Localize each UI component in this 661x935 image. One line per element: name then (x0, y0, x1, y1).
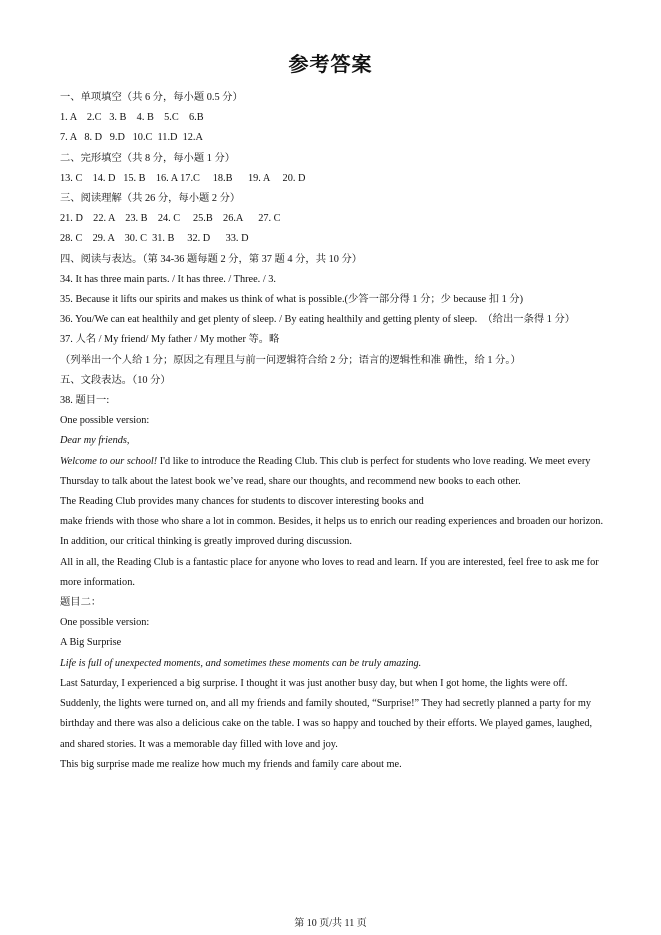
question-38-label: 38. 题目一: (60, 395, 110, 407)
answer-36: 36. You/We can eat healthily and get plenty of sleep. / By eating healthily and getting plenty of sleep. （给出一条得 1 分） (60, 314, 576, 326)
section2-heading: 二、完形填空（共 8 分，每小题 1 分） (60, 152, 236, 164)
topic1-version-label: One possible version: (60, 415, 150, 427)
topic1-paragraph3: All in all, the Reading Club is a fantastic place for anyone who loves to read and learn. If you are interested, feel free to ask me for more information. (60, 556, 602, 588)
topic1-paragraph2-line2: make friends with those who share a lot in common. Besides, it helps us to enrich our reading experiences and broaden our horizon. In addition, our critical thinking is greatly improved during discussion. (60, 516, 606, 548)
topic2-paragraph2: This big surprise made me realize how much my friends and family care about me. (60, 758, 402, 770)
topic2-version-label: One possible version: (60, 617, 150, 629)
section5-heading: 五、文段表达。（10 分） (60, 374, 171, 386)
topic1-paragraph1 (60, 452, 608, 492)
topic2-opening: Life is full of unexpected moments, and sometimes these moments can be truly amazing. (60, 657, 422, 669)
answer-35: 35. Because it lifts our spirits and makes us think of what is possible.(少答一部分得 1 分；少 because 扣 1 分) (60, 294, 524, 306)
topic1-paragraph1-text: I'd like to introduce the Reading Club. This club is perfect for students who love reading. We meet every Thursday to talk about the latest book we’ve read, share our thoughts, and recommend new books to each other. (60, 455, 593, 487)
section1-heading: 一、单项填空（共 6 分，每小题 0.5 分） (60, 92, 243, 103)
topic1-paragraph2-line1: The Reading Club provides many chances for students to discover interesting books and (60, 496, 424, 508)
section3-answers-row1: 21. D 22. A 23. B 24. C 25.B 26.A 27. C (60, 213, 281, 225)
section1-answers-row1: 1. A 2.C 3. B 4. B 5.C 6.B (60, 112, 204, 124)
section4-heading: 四、阅读与表达。（第 34-36 题每题 2 分，第 37 题 4 分，共 10 分） (60, 253, 363, 265)
answer-content (60, 88, 608, 775)
topic2-paragraph1: Last Saturday, I experienced a big surprise. I thought it was just another busy day, but when I got home, the lights were off. Suddenly, the lights were turned on, and all my friends and family shouted, “Surprise!” They had secretly planned a party for my birthday and there was also a delicious cake on the table. I was so happy and touched by their efforts. We played games, laughed, and shared stories. It was a memorable day filled with love and joy. (60, 677, 595, 750)
topic1-salutation: Dear my friends, (60, 435, 130, 447)
answer-34: 34. It has three main parts. / It has three. / Three. / 3. (60, 273, 276, 285)
topic2-label: 题目二： (60, 597, 102, 609)
section1-answers-row2: 7. A 8. D 9.D 10.C 11.D 12.A (60, 132, 203, 144)
topic1-opening: Welcome to our school! (60, 455, 158, 467)
answer-37: 37. 人名 / My friend/ My father / My mother 等。略 (60, 334, 280, 346)
section3-heading: 三、阅读理解（共 26 分，每小题 2 分） (60, 193, 241, 205)
section3-answers-row2: 28. C 29. A 30. C 31. B 32. D 33. D (60, 233, 249, 245)
page-footer: 第 10 页/共 11 页 (294, 918, 367, 929)
topic2-essay-title: A Big Surprise (60, 637, 122, 649)
section2-answers-row1: 13. C 14. D 15. B 16. A 17.C 18.B 19. A 20. D (60, 172, 306, 184)
answer-37-scoring-note: （列举出一个人给 1 分；原因之有理且与前一问逻辑符合给 2 分；语言的逻辑性和准 确性，给 1 分。） (60, 354, 521, 366)
page-title: 参考答案 (288, 52, 373, 76)
